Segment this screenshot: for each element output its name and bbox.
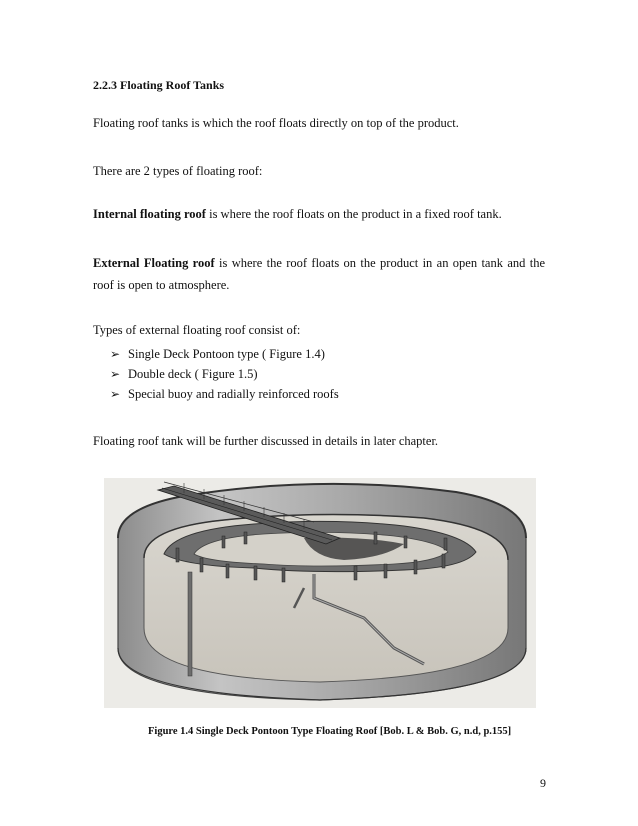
list-item-label: Single Deck Pontoon type ( Figure 1.4) xyxy=(128,347,325,361)
types-paragraph: There are 2 types of floating roof: xyxy=(93,164,263,178)
internal-floating-roof-paragraph xyxy=(93,207,502,222)
list-item xyxy=(110,387,339,402)
further-discussion-paragraph: Floating roof tank will be further discussed in details in later chapter. xyxy=(93,434,439,448)
floating-roof-tank-illustration xyxy=(104,478,536,708)
page-number: 9 xyxy=(540,776,546,790)
external-floating-roof-paragraph xyxy=(93,256,545,271)
external-floating-roof-line1 xyxy=(93,256,545,271)
external-floating-roof-definition: is where the roof floats on the product in an open tank and the xyxy=(214,256,546,270)
list-item-label: Double deck ( Figure 1.5) xyxy=(128,367,258,381)
list-item xyxy=(110,367,257,382)
internal-floating-roof-definition: is where the roof floats on the product in a fixed roof tank. xyxy=(205,207,502,221)
bullet-arrow-icon: ➢ xyxy=(110,347,121,361)
section-heading: 2.2.3 Floating Roof Tanks xyxy=(93,78,225,92)
external-floating-roof-term: External Floating roof xyxy=(93,256,215,270)
bullet-arrow-icon: ➢ xyxy=(110,367,121,381)
list-item-label: Special buoy and radially reinforced roofs xyxy=(128,387,339,401)
list-item xyxy=(110,347,325,362)
figure-caption: Figure 1.4 Single Deck Pontoon Type Floating Roof [Bob. L & Bob. G, n.d, p.155] xyxy=(148,726,512,737)
intro-paragraph: Floating roof tanks is which the roof floats directly on top of the product. xyxy=(93,116,459,130)
bullet-arrow-icon: ➢ xyxy=(110,387,121,401)
internal-floating-roof-term: Internal floating roof xyxy=(93,207,206,221)
external-types-intro: Types of external floating roof consist of: xyxy=(93,323,301,337)
external-floating-roof-line2: roof is open to atmosphere. xyxy=(93,278,230,292)
